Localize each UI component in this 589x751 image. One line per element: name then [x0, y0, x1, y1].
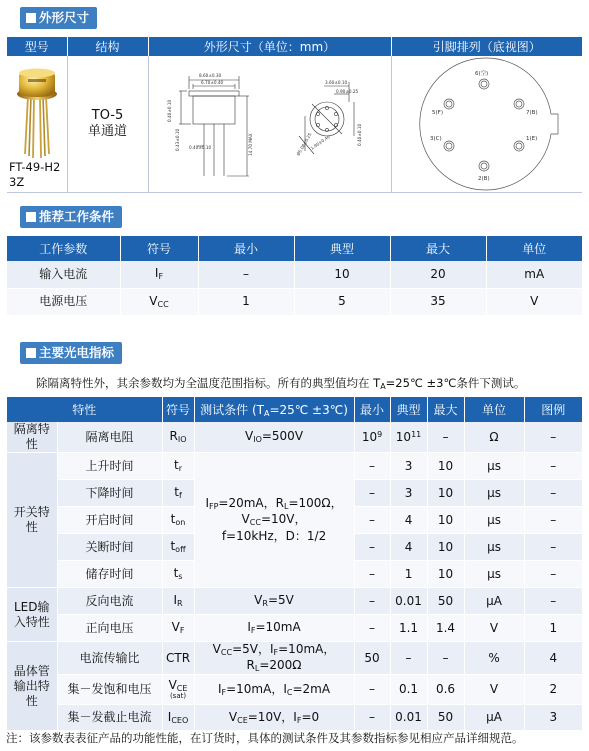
unit: V	[486, 288, 582, 315]
figure-ref: –	[524, 453, 582, 480]
symbol: CTR	[162, 642, 194, 675]
symbol: $t_{on}$	[162, 507, 194, 534]
test-condition: $I_F=10mA$	[194, 615, 354, 642]
col-param: 工作参数	[7, 236, 120, 261]
symbol: $I_F$	[120, 261, 198, 288]
typ-value: 1.1	[390, 615, 427, 642]
col-max: 最大	[427, 397, 464, 422]
test-condition: $V_{IO}=500V$	[194, 422, 354, 453]
pinout-cell	[391, 56, 582, 193]
group-led-input: LED输入特性	[7, 588, 57, 642]
col-structure: 结构	[67, 37, 148, 56]
symbol: $t_f$	[162, 480, 194, 507]
test-condition: $I_F=10mA$，$I_C=2mA$	[194, 675, 354, 705]
symbol: $V_{CC}$	[120, 288, 198, 315]
typ-value: 0.1	[390, 675, 427, 705]
unit: μA	[464, 705, 524, 731]
to5-package-image	[8, 62, 66, 162]
pin-name: F	[437, 110, 441, 116]
min-value: –	[354, 534, 390, 561]
min-value: –	[354, 453, 390, 480]
min-value: $10^9$	[354, 422, 390, 453]
pin-name: 空	[480, 71, 486, 77]
test-condition-ctr: $V_{CC}=5V$，$I_F=10mA$， $R_L=200\Omega$	[194, 642, 354, 675]
dimension-drawing	[149, 56, 391, 192]
symbol: $V_F$	[162, 615, 194, 642]
svg-text:3(C): 3(C)	[429, 136, 442, 142]
col-characteristic: 特性	[7, 397, 162, 422]
structure-cell	[67, 56, 148, 193]
svg-text:7(B): 7(B)	[525, 110, 538, 116]
typ-value: 4	[390, 534, 427, 561]
figure-ref: –	[524, 507, 582, 534]
unit: μs	[464, 534, 524, 561]
svg-text:2(B): 2(B)	[477, 176, 490, 182]
symbol: $t_s$	[162, 561, 194, 588]
figure-ref: –	[524, 534, 582, 561]
param-name: 反向电流	[57, 588, 162, 615]
group-isolation: 隔离特性	[7, 422, 57, 453]
max-value: 10	[427, 534, 464, 561]
table-row	[7, 705, 582, 731]
figure-ref: –	[524, 480, 582, 507]
param-name: 下降时间	[57, 480, 162, 507]
recommended-conditions-table	[7, 236, 582, 316]
dim-label: 6.70±0.40	[200, 80, 223, 85]
symbol: $V_{CE}$ (sat)	[162, 675, 194, 705]
unit: μA	[464, 588, 524, 615]
dim-label: 0.43±0.10	[174, 128, 180, 151]
typ-value: 0.01	[390, 705, 427, 731]
figure-ref: –	[524, 561, 582, 588]
figure-ref: 2	[524, 675, 582, 705]
min-value: –	[198, 261, 294, 288]
outline-table	[7, 37, 582, 193]
param-name: 开启时间	[57, 507, 162, 534]
dim-label: 0.90±0.25	[335, 89, 358, 94]
symbol: $I_{CEO}$	[162, 705, 194, 731]
svg-text:1(E): 1(E)	[525, 136, 537, 142]
col-symbol: 符号	[162, 397, 194, 422]
min-value: –	[354, 588, 390, 615]
typ-value: $10^{11}$	[390, 422, 427, 453]
param-name: 电源电压	[7, 288, 120, 315]
param-name: 关断时间	[57, 534, 162, 561]
table-row	[7, 288, 582, 315]
max-value: 10	[427, 453, 464, 480]
min-value: –	[354, 675, 390, 705]
channel-count: 单通道	[87, 124, 127, 139]
max-value: 1.4	[427, 615, 464, 642]
max-value: 50	[427, 588, 464, 615]
param-name: 电流传输比	[57, 642, 162, 675]
col-model: 型号	[7, 37, 67, 56]
dim-label: 3.60±0.10	[324, 80, 347, 85]
param-name: 正向电压	[57, 615, 162, 642]
dim-label: 8.60±0.30	[198, 73, 221, 78]
param-name: 上升时间	[57, 453, 162, 480]
unit: mA	[486, 261, 582, 288]
max-value: 50	[427, 705, 464, 731]
figure-ref: –	[524, 588, 582, 615]
model-number: FT-49-H23Z	[9, 160, 61, 189]
pinout-bottom-view	[392, 56, 582, 192]
typ-value: 3	[390, 453, 427, 480]
col-typ: 典型	[390, 397, 427, 422]
pin-number: 1	[525, 136, 529, 142]
col-test-condition: 测试条件 ($T_A=25℃$ ±3℃)	[194, 397, 354, 422]
param-name: 输入电流	[7, 261, 120, 288]
param-name: 隔离电阻	[57, 422, 162, 453]
pin-name: B	[483, 176, 487, 182]
table-row	[7, 675, 582, 705]
max-value: 10	[427, 561, 464, 588]
table-row	[7, 261, 582, 288]
dim-label: Ø5.08±0.25	[295, 131, 313, 157]
figure-ref: 1	[524, 615, 582, 642]
intro-text: 除隔离特性外，其余参数均为全温度范围指标。所有的典型值均在 $T_A=25℃$ ±3℃条件下测试。	[36, 376, 526, 391]
max-value: 20	[390, 261, 486, 288]
unit: μs	[464, 480, 524, 507]
unit: %	[464, 642, 524, 675]
table-row	[7, 422, 582, 453]
min-value: –	[354, 507, 390, 534]
pin-name: C	[435, 136, 439, 142]
dim-label: 0.40±0.10	[166, 99, 172, 122]
max-value: 10	[427, 480, 464, 507]
pin-number: 5	[431, 110, 435, 116]
unit: V	[464, 615, 524, 642]
table-row	[7, 615, 582, 642]
symbol: $t_{off}$	[162, 534, 194, 561]
figure-ref: 4	[524, 642, 582, 675]
unit: μs	[464, 561, 524, 588]
typ-value: 10	[294, 261, 390, 288]
square-icon	[26, 13, 36, 23]
pin-number: 3	[429, 136, 433, 142]
dim-label: 1.90±0.40	[309, 134, 331, 151]
section-title-outline: 外形尺寸	[20, 7, 97, 29]
col-dimensions: 外形尺寸（单位：mm）	[148, 37, 391, 56]
pin-number: 7	[525, 110, 529, 116]
unit: V	[464, 675, 524, 705]
table-row	[7, 453, 582, 480]
typ-value: 4	[390, 507, 427, 534]
dim-label: 14.70 MAX	[247, 133, 253, 156]
pin-number: 6	[474, 71, 478, 77]
package-type: TO-5	[91, 107, 124, 123]
max-value: 35	[390, 288, 486, 315]
group-transistor-output: 晶体管输出特性	[7, 642, 57, 731]
test-condition-switching: $I_{FP}=20mA$，$R_L=100\Omega$， $V_{CC}=10V$， f=10kHz，D：1/2	[194, 453, 354, 588]
min-value: –	[354, 561, 390, 588]
max-value: 0.6	[427, 675, 464, 705]
model-cell	[7, 56, 67, 193]
pin-name: E	[531, 136, 535, 142]
symbol: $I_R$	[162, 588, 194, 615]
min-value: 50	[354, 642, 390, 675]
square-icon	[26, 212, 36, 222]
dim-label: 0.40±0.10	[356, 123, 362, 146]
max-value: –	[427, 642, 464, 675]
col-min: 最小	[198, 236, 294, 261]
col-figure: 图例	[524, 397, 582, 422]
electro-optical-table	[7, 397, 582, 731]
typ-value: 0.01	[390, 588, 427, 615]
unit: μs	[464, 507, 524, 534]
col-unit: 单位	[464, 397, 524, 422]
pin-number: 2	[477, 176, 481, 182]
pin-name: B	[531, 110, 535, 116]
param-name: 集－发饱和电压	[57, 675, 162, 705]
section-title-recommended: 推荐工作条件	[20, 206, 122, 228]
col-max: 最大	[390, 236, 486, 261]
typ-value: –	[390, 642, 427, 675]
max-value: 10	[427, 507, 464, 534]
group-switching: 开关特性	[7, 453, 57, 588]
dim-label: 0.40±0.10	[188, 145, 211, 150]
footnote: 注：该参数表表征产品的功能性能，在订货时，具体的测试条件及其参数指标参见相应产品详细规范。	[6, 731, 524, 745]
symbol: $t_r$	[162, 453, 194, 480]
table-row	[7, 588, 582, 615]
symbol: $R_{IO}$	[162, 422, 194, 453]
svg-text:5(F): 5(F)	[431, 110, 443, 116]
svg-text:6(空): 6(空)	[474, 71, 488, 77]
param-name: 储存时间	[57, 561, 162, 588]
test-condition: $V_R=5V$	[194, 588, 354, 615]
table-row	[7, 642, 582, 675]
typ-value: 5	[294, 288, 390, 315]
min-value: –	[354, 615, 390, 642]
col-min: 最小	[354, 397, 390, 422]
test-condition: $V_{CE}=10V$，$I_F=0$	[194, 705, 354, 731]
param-name: 集－发截止电流	[57, 705, 162, 731]
typ-value: 3	[390, 480, 427, 507]
col-typ: 典型	[294, 236, 390, 261]
min-value: –	[354, 705, 390, 731]
typ-value: 1	[390, 561, 427, 588]
col-pinout: 引脚排列（底视图）	[391, 37, 582, 56]
figure-ref: 3	[524, 705, 582, 731]
unit: μs	[464, 453, 524, 480]
col-symbol: 符号	[120, 236, 198, 261]
col-unit: 单位	[486, 236, 582, 261]
min-value: 1	[198, 288, 294, 315]
square-icon	[26, 348, 36, 358]
min-value: –	[354, 480, 390, 507]
max-value: –	[427, 422, 464, 453]
unit: Ω	[464, 422, 524, 453]
figure-ref: –	[524, 422, 582, 453]
dimension-drawing-cell	[148, 56, 391, 193]
section-title-electro-optical: 主要光电指标	[20, 342, 122, 364]
